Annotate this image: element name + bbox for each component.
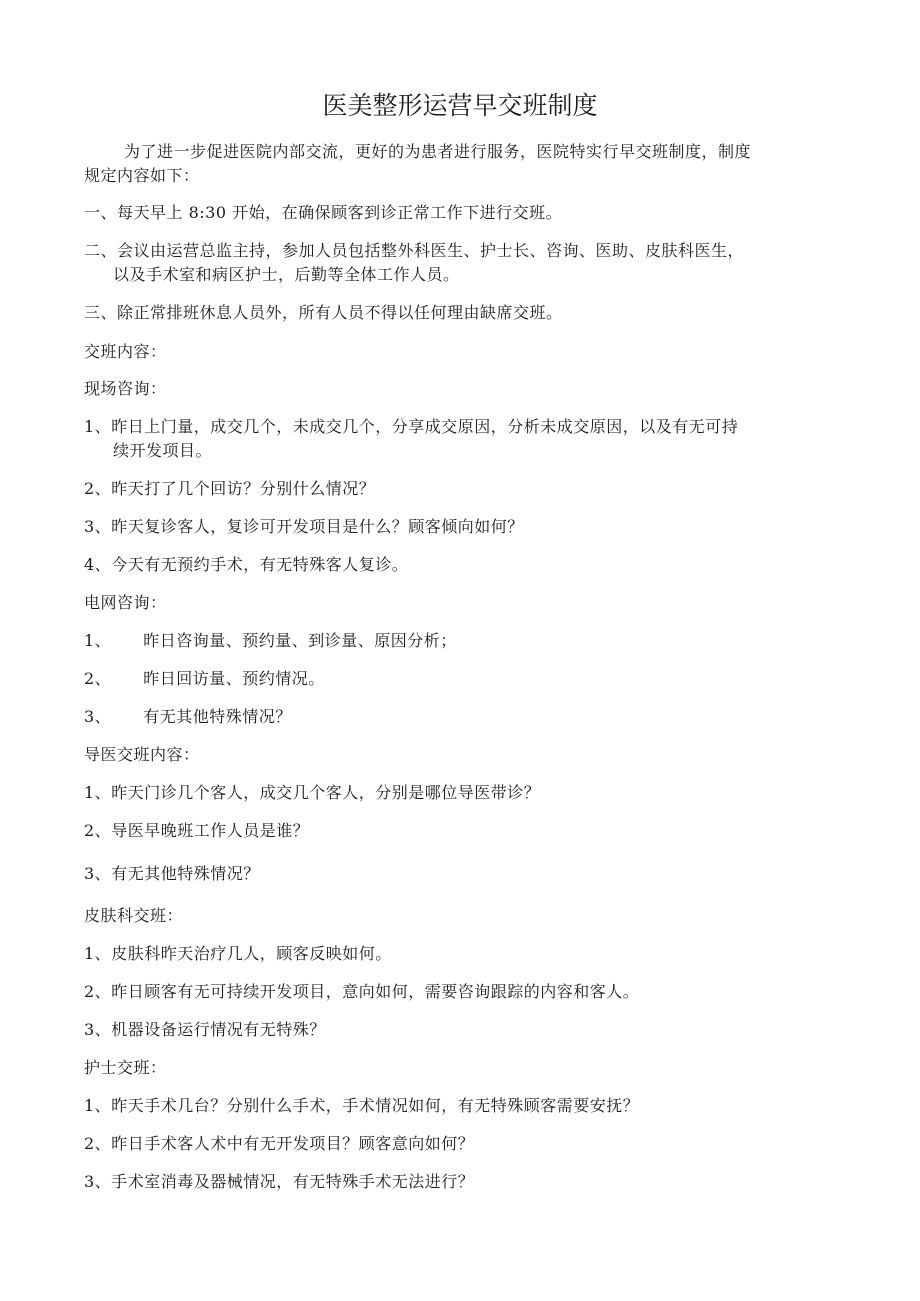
derma-item-1 [84,942,392,966]
intro-line-2: 规定内容如下： [84,166,200,185]
item-text: 有无其他特殊情况？ [111,864,260,883]
derma-heading: 皮肤科交班： [84,906,184,925]
item-num: 2、 [84,479,112,498]
item-num: 1、 [84,944,112,963]
item-text: 昨日顾客有无可持续开发项目，意向如何，需要咨询跟踪的内容和客人。 [111,982,640,1001]
onsite-item-1 [84,415,738,439]
item-num: 3、 [84,864,112,883]
handover-heading: 交班内容： [84,342,167,361]
item-num: 3、 [84,707,112,726]
item-text: 机器设备运行情况有无特殊？ [111,1020,326,1039]
intro-line-1: 为了进一步促进医院内部交流，更好的为患者进行服务，医院特实行早交班制度，制度 [124,142,752,161]
onsite-heading: 现场咨询： [84,379,167,398]
online-item-1 [84,629,457,653]
onsite-item-3 [84,515,524,539]
rule-2-cont: 以及手术室和病区护士，后勤等全体工作人员。 [113,265,460,284]
item-num: 1、 [84,631,112,650]
online-item-2 [84,667,325,691]
item-text: 手术室消毒及器械情况，有无特殊手术无法进行？ [111,1172,475,1191]
online-item-3 [84,705,292,729]
item-num: 1、 [84,783,112,802]
rule-1-prefix: 一、 [84,203,118,222]
item-num: 2、 [84,1134,112,1153]
rule-3-text: 除正常排班休息人员外，所有人员不得以任何理由缺席交班。 [117,303,563,322]
item-text: 昨天门诊几个客人，成交几个客人，分别是哪位导医带诊？ [111,783,541,802]
item-num: 4、 [84,555,112,574]
item-num: 3、 [84,1172,112,1191]
page-title: 医美整形运营早交班制度 [322,91,598,120]
item-text: 昨日手术客人术中有无开发项目？顾客意向如何？ [111,1134,475,1153]
item-text: 昨天复诊客人，复诊可开发项目是什么？顾客倾向如何？ [111,517,524,536]
item-num: 3、 [84,1020,112,1039]
item-text: 昨天手术几台？分别什么手术，手术情况如何，有无特殊顾客需要安抚？ [111,1096,640,1115]
rule-2-prefix: 二、 [84,241,118,260]
nurse-item-2 [84,1132,474,1156]
item-text: 导医早晚班工作人员是谁？ [111,821,310,840]
item-text: 皮肤科昨天治疗几人，顾客反映如何。 [111,944,392,963]
guide-item-3 [84,862,260,886]
item-text: 有无其他特殊情况？ [143,707,292,726]
onsite-item-4 [84,553,408,577]
nurse-heading: 护士交班： [84,1058,167,1077]
item-text: 昨天打了几个回访？分别什么情况？ [111,479,376,498]
item-num: 3、 [84,517,112,536]
item-text: 昨日回访量、预约情况。 [143,669,325,688]
guide-item-2 [84,819,309,843]
item-text: 今天有无预约手术，有无特殊客人复诊。 [111,555,409,574]
item-num: 1、 [84,1096,112,1115]
online-heading: 电网咨询： [84,593,167,612]
onsite-item-1-cont: 续开发项目。 [113,441,213,460]
guide-item-1 [84,781,540,805]
rule-3-prefix: 三、 [84,303,118,322]
rule-1 [84,201,562,225]
guide-heading: 导医交班内容： [84,745,200,764]
onsite-item-2 [84,477,375,501]
nurse-item-1 [84,1094,639,1118]
rule-1-text: 每天早上 8:30 开始，在确保顾客到诊正常工作下进行交班。 [117,203,563,222]
item-text: 昨日上门量，成交几个，未成交几个，分享成交原因，分析未成交原因，以及有无可持 [111,417,739,436]
rule-2-text: 会议由运营总监主持，参加人员包括整外科医生、护士长、咨询、医助、皮肤科医生， [117,241,745,260]
nurse-item-3 [84,1170,474,1194]
derma-item-2 [84,980,639,1004]
item-num: 1、 [84,417,112,436]
item-num: 2、 [84,982,112,1001]
item-num: 2、 [84,821,112,840]
item-num: 2、 [84,669,112,688]
item-text: 昨日咨询量、预约量、到诊量、原因分析； [143,631,457,650]
derma-item-3 [84,1018,326,1042]
rule-2 [84,239,744,263]
rule-3 [84,301,563,325]
